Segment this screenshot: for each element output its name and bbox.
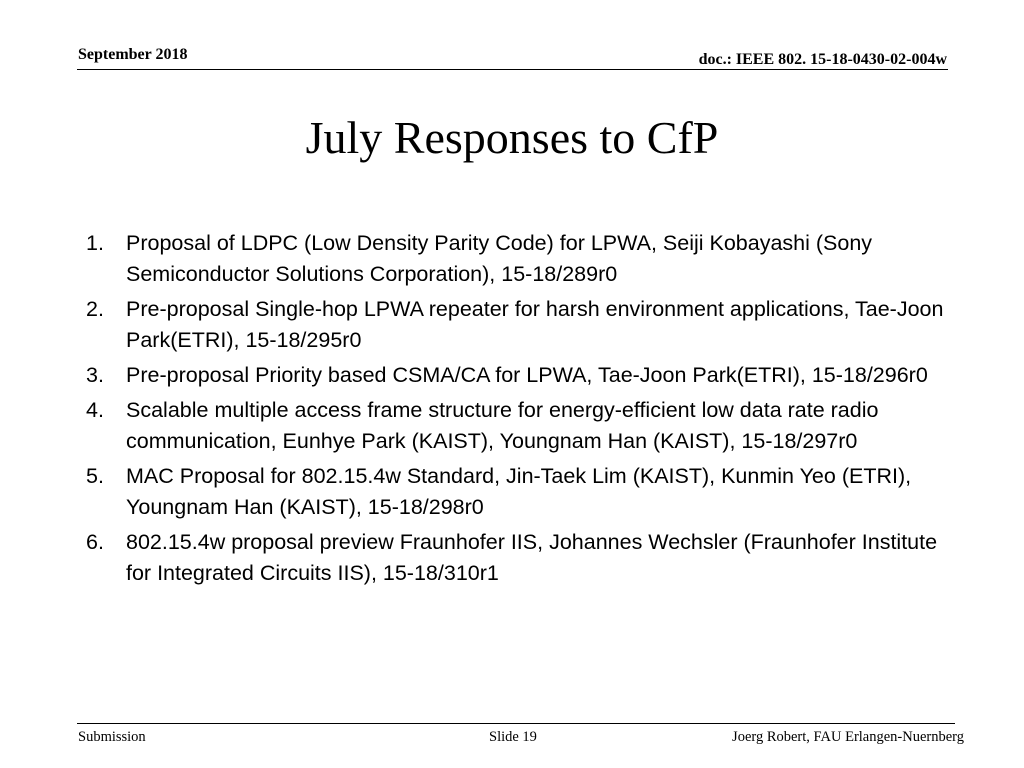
footer-divider bbox=[77, 723, 955, 724]
list-item bbox=[82, 527, 952, 589]
list-item bbox=[82, 228, 952, 290]
list-item-number: 5. bbox=[86, 464, 104, 488]
footer-submission: Submission bbox=[78, 729, 146, 745]
list-item-text: MAC Proposal for 802.15.4w Standard, Jin-Taek Lim (KAIST), Kunmin Yeo (ETRI), Youngnam Han (KAIST), 15-18/298r0 bbox=[126, 464, 912, 519]
slide-title: July Responses to CfP bbox=[305, 112, 719, 163]
list-item-text: Proposal of LDPC (Low Density Parity Code) for LPWA, Seiji Kobayashi (Sony Semiconductor Solutions Corporation), 15-18/289r0 bbox=[126, 231, 873, 286]
header-doc-id: doc.: IEEE 802. 15-18-0430-02-004w bbox=[698, 51, 947, 68]
list-item-number: 6. bbox=[86, 530, 104, 554]
list-item bbox=[82, 395, 952, 457]
header-divider bbox=[77, 69, 948, 70]
footer-author: Joerg Robert, FAU Erlangen-Nuernberg bbox=[732, 729, 964, 745]
response-list bbox=[82, 228, 952, 593]
list-item bbox=[82, 294, 952, 356]
footer-slide-number: Slide 19 bbox=[489, 729, 537, 745]
list-item bbox=[82, 461, 952, 523]
list-item-text: Pre-proposal Priority based CSMA/CA for LPWA, Tae-Joon Park(ETRI), 15-18/296r0 bbox=[126, 363, 928, 387]
list-item-number: 3. bbox=[86, 363, 104, 387]
list-item-text: Scalable multiple access frame structure for energy-efficient low data rate radio communication, Eunhye Park (KAIST), Youngnam Han (KAIST), 15-18/297r0 bbox=[126, 398, 879, 453]
list-item-text: 802.15.4w proposal preview Fraunhofer IIS, Johannes Wechsler (Fraunhofer Institute for Integrated Circuits IIS), 15-18/310r1 bbox=[126, 530, 938, 585]
list-item-number: 1. bbox=[86, 231, 104, 255]
list-item-text: Pre-proposal Single-hop LPWA repeater for harsh environment applications, Tae-Joon Park(ETRI), 15-18/295r0 bbox=[126, 297, 944, 352]
header-date: September 2018 bbox=[78, 46, 188, 63]
list-item-number: 4. bbox=[86, 398, 104, 422]
list-item-number: 2. bbox=[86, 297, 104, 321]
list-item bbox=[82, 360, 952, 391]
